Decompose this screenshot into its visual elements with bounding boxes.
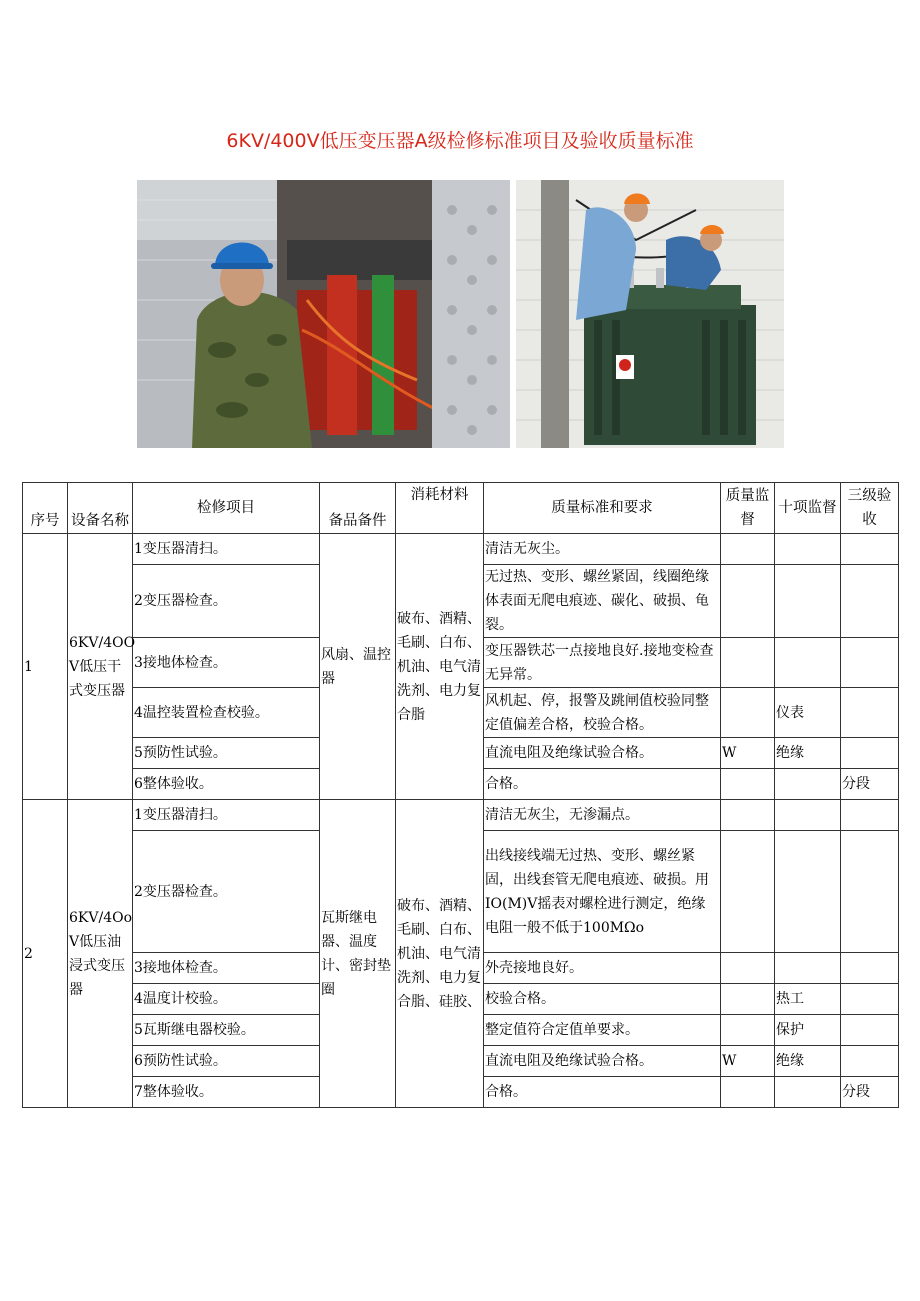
inspection-item: 6整体验收。: [133, 769, 320, 800]
quality-standard: 清洁无灰尘。: [484, 534, 721, 565]
three-level-acceptance: [841, 984, 899, 1015]
inspection-item: 6预防性试验。: [133, 1046, 320, 1077]
quality-supervision: [721, 800, 775, 831]
three-level-acceptance: [841, 738, 899, 769]
quality-standard: 合格。: [484, 769, 721, 800]
quality-standard: 风机起、停，报警及跳闸值校验同整定值偏差合格，校验合格。: [484, 688, 721, 738]
spare-parts: 风扇、温控器: [320, 534, 396, 800]
quality-supervision: [721, 534, 775, 565]
quality-standard: 出线接线端无过热、变形、螺丝紧固，出线套管无爬电痕迹、破损。用IO(M)V摇表对螺栓进行测定，绝缘电阻一般不低于100MΩo: [484, 831, 721, 953]
three-level-acceptance: [841, 688, 899, 738]
inspection-item: 7整体验收。: [133, 1077, 320, 1108]
quality-standard: 直流电阻及绝缘试验合格。: [484, 738, 721, 769]
inspection-item: 3接地体检查。: [133, 638, 320, 688]
inspection-item: 2变压器检查。: [133, 565, 320, 638]
consumables: 破布、酒精、毛刷、白布、机油、电气清洗剂、电力复合脂: [396, 534, 484, 800]
quality-supervision: [721, 953, 775, 984]
three-level-acceptance: [841, 1046, 899, 1077]
header-ten-supervision: 十项监督: [775, 483, 841, 534]
inspection-item: 4温控装置检查校验。: [133, 688, 320, 738]
ten-supervision: [775, 831, 841, 953]
ten-supervision: [775, 1077, 841, 1108]
page-title: 6KV/400V低压变压器A级检修标准项目及验收质量标准: [226, 130, 694, 152]
quality-supervision: [721, 565, 775, 638]
quality-standard: 清洁无灰尘，无渗漏点。: [484, 800, 721, 831]
three-level-acceptance: [841, 831, 899, 953]
ten-supervision: 仪表: [775, 688, 841, 738]
three-level-acceptance: [841, 638, 899, 688]
ten-supervision: 绝缘: [775, 1046, 841, 1077]
header-spare-parts: 备品备件: [320, 483, 396, 534]
ten-supervision: [775, 638, 841, 688]
three-level-acceptance: 分段: [841, 1077, 899, 1108]
table-row: [23, 534, 899, 565]
ten-supervision: 保护: [775, 1015, 841, 1046]
ten-supervision: [775, 800, 841, 831]
quality-standard: 校验合格。: [484, 984, 721, 1015]
quality-supervision: [721, 1015, 775, 1046]
header-quality-standard: 质量标准和要求: [484, 483, 721, 534]
quality-supervision: [721, 831, 775, 953]
quality-supervision: W: [721, 738, 775, 769]
quality-supervision: [721, 1077, 775, 1108]
quality-supervision: [721, 769, 775, 800]
equipment-name: 6KV/4OO V低压干式变压器: [68, 534, 133, 800]
ten-supervision: [775, 565, 841, 638]
three-level-acceptance: [841, 534, 899, 565]
header-row: [23, 483, 899, 534]
three-level-acceptance: 分段: [841, 769, 899, 800]
group-number: 1: [23, 534, 68, 800]
inspection-item: 5预防性试验。: [133, 738, 320, 769]
quality-standard: 外壳接地良好。: [484, 953, 721, 984]
header-three-level-acceptance: 三级验收: [841, 483, 899, 534]
equipment-name: 6KV/4Oo V低压油浸式变压器: [68, 800, 133, 1108]
inspection-item: 4温度计校验。: [133, 984, 320, 1015]
inspection-item: 1变压器清扫。: [133, 534, 320, 565]
header-consumables: 消耗材料: [396, 483, 484, 534]
quality-standard: 直流电阻及绝缘试验合格。: [484, 1046, 721, 1077]
quality-supervision: [721, 688, 775, 738]
consumables: 破布、酒精、毛刷、白布、机油、电气清洗剂、电力复合脂、硅胶、: [396, 800, 484, 1108]
quality-standard: 变压器铁芯一点接地良好.接地变检查无异常。: [484, 638, 721, 688]
inspection-item: 1变压器清扫。: [133, 800, 320, 831]
inspection-standards-table: [22, 482, 899, 1108]
quality-supervision: W: [721, 1046, 775, 1077]
oil-transformer-photo: [516, 180, 784, 448]
three-level-acceptance: [841, 1015, 899, 1046]
ten-supervision: [775, 953, 841, 984]
quality-supervision: [721, 638, 775, 688]
inspection-item: 5瓦斯继电器校验。: [133, 1015, 320, 1046]
ten-supervision: [775, 769, 841, 800]
dry-transformer-photo: [137, 180, 510, 448]
header-quality-supervision: 质量监督: [721, 483, 775, 534]
table-row: [23, 800, 899, 831]
inspection-item: 3接地体检查。: [133, 953, 320, 984]
quality-standard: 无过热、变形、螺丝紧固，线圈绝缘体表面无爬电痕迹、碳化、破损、龟裂。: [484, 565, 721, 638]
quality-standard: 整定值符合定值单要求。: [484, 1015, 721, 1046]
quality-standard: 合格。: [484, 1077, 721, 1108]
quality-supervision: [721, 984, 775, 1015]
header-equipment-name: 设备名称: [68, 483, 133, 534]
header-seq: 序号: [23, 483, 68, 534]
three-level-acceptance: [841, 565, 899, 638]
ten-supervision: 热工: [775, 984, 841, 1015]
inspection-item: 2变压器检查。: [133, 831, 320, 953]
three-level-acceptance: [841, 800, 899, 831]
ten-supervision: 绝缘: [775, 738, 841, 769]
header-inspection-item: 检修项目: [133, 483, 320, 534]
spare-parts: 瓦斯继电器、温度计、密封垫圈: [320, 800, 396, 1108]
ten-supervision: [775, 534, 841, 565]
group-number: 2: [23, 800, 68, 1108]
three-level-acceptance: [841, 953, 899, 984]
